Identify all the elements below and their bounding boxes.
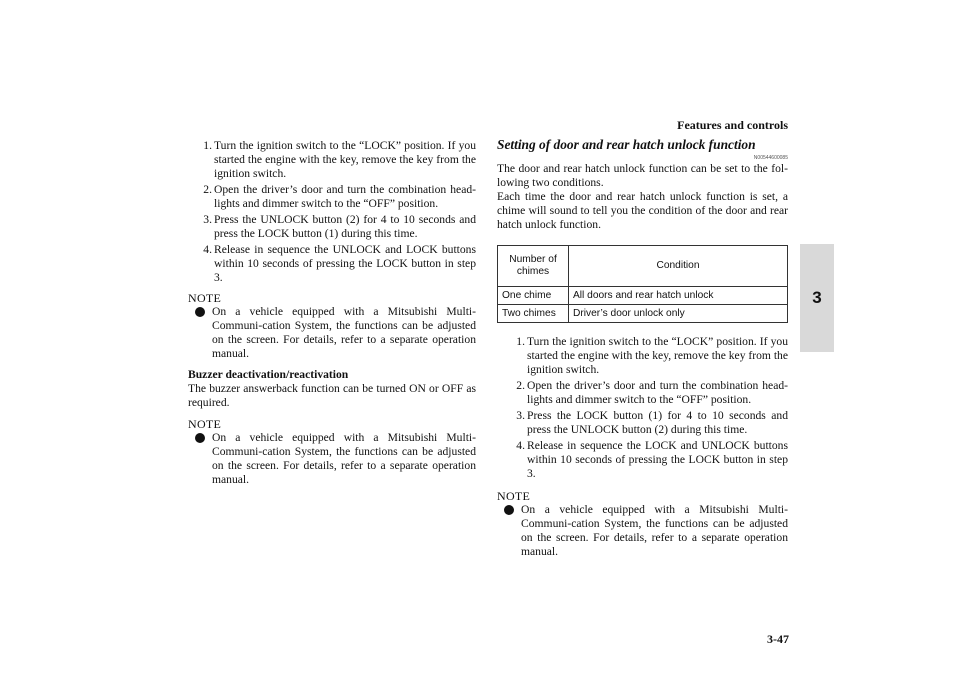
note-block (497, 489, 788, 559)
bullet-icon (195, 307, 205, 317)
note-item (188, 431, 476, 487)
note-block (188, 291, 476, 361)
step-text: Open the driver’s door and turn the combination head-lights and dimmer switch to the “OFF” position. (214, 183, 476, 210)
buzzer-text: The buzzer answerback function can be turned ON or OFF as required. (188, 382, 476, 409)
list-item (501, 439, 788, 481)
list-item (501, 379, 788, 407)
note-label: NOTE (497, 489, 531, 503)
note-text: On a vehicle equipped with a Mitsubishi Multi-Communi-cation System, the functions can be adjusted on the screen. For details, refer to a separate operation manual. (212, 305, 476, 360)
step-number: 2. (516, 379, 525, 392)
table-cell: Driver’s door unlock only (569, 305, 788, 323)
step-text: Release in sequence the LOCK and UNLOCK buttons within 10 seconds of pressing the LOCK button in step 3. (527, 439, 788, 480)
chapter-tab (800, 244, 834, 352)
step-number: 3. (203, 213, 212, 226)
step-number: 3. (516, 409, 525, 422)
table-header-row (498, 246, 788, 287)
step-number: 1. (516, 335, 525, 348)
left-steps-list (188, 139, 476, 285)
step-number: 1. (203, 139, 212, 152)
note-label: NOTE (188, 291, 222, 305)
bullet-icon (504, 505, 514, 515)
note-item (497, 503, 788, 559)
bullet-icon (195, 433, 205, 443)
page-number: 3-47 (767, 632, 789, 646)
list-item (188, 183, 476, 211)
list-item (188, 243, 476, 285)
section-title: Setting of door and rear hatch unlock function (497, 137, 756, 152)
column-header: Number of chimes (498, 246, 569, 287)
step-number: 2. (203, 183, 212, 196)
step-text: Release in sequence the UNLOCK and LOCK buttons within 10 seconds of pressing the LOCK button in step 3. (214, 243, 476, 284)
step-text: Open the driver’s door and turn the combination head-lights and dimmer switch to the “OFF” position. (527, 379, 788, 406)
intro-paragraph: Each time the door and rear hatch unlock function is set, a chime will sound to tell you the condition of the door and rear hatch unlock function. (497, 190, 788, 231)
note-item (188, 305, 476, 361)
table-cell: All doors and rear hatch unlock (569, 287, 788, 305)
buzzer-heading: Buzzer deactivation/reactivation (188, 368, 349, 381)
note-text: On a vehicle equipped with a Mitsubishi Multi-Communi-cation System, the functions can be adjusted on the screen. For details, refer to a separate operation manual. (521, 503, 788, 558)
note-block (188, 417, 476, 487)
list-item (501, 409, 788, 437)
table-cell: One chime (498, 287, 569, 305)
chapter-tab-label: 3 (812, 288, 822, 307)
step-text: Turn the ignition switch to the “LOCK” position. If you started the engine with the key, remove the key from the ignition switch. (527, 335, 788, 376)
step-text: Turn the ignition switch to the “LOCK” position. If you started the engine with the key, remove the key from the ignition switch. (214, 139, 476, 180)
list-item (188, 139, 476, 181)
table-row (498, 305, 788, 323)
table-cell: Two chimes (498, 305, 569, 323)
section-code: N00544600085 (753, 155, 788, 161)
table-row (498, 287, 788, 305)
list-item (501, 335, 788, 377)
step-number: 4. (203, 243, 212, 256)
note-text: On a vehicle equipped with a Mitsubishi Multi-Communi-cation System, the functions can be adjusted on the screen. For details, refer to a separate operation manual. (212, 431, 476, 486)
step-text: Press the UNLOCK button (2) for 4 to 10 seconds and press the LOCK button (1) during this time. (214, 213, 476, 240)
list-item (188, 213, 476, 241)
intro-paragraph: The door and rear hatch unlock function can be set to the fol-lowing two conditions. (497, 162, 788, 189)
chimes-table (497, 245, 788, 323)
left-column (188, 139, 476, 487)
step-number: 4. (516, 439, 525, 452)
step-text: Press the LOCK button (1) for 4 to 10 seconds and press the UNLOCK button (2) during this time. (527, 409, 788, 436)
right-steps-list (497, 335, 788, 481)
note-label: NOTE (188, 417, 222, 431)
column-header: Condition (569, 246, 788, 287)
page-header-title: Features and controls (677, 118, 788, 132)
right-column (497, 137, 788, 559)
